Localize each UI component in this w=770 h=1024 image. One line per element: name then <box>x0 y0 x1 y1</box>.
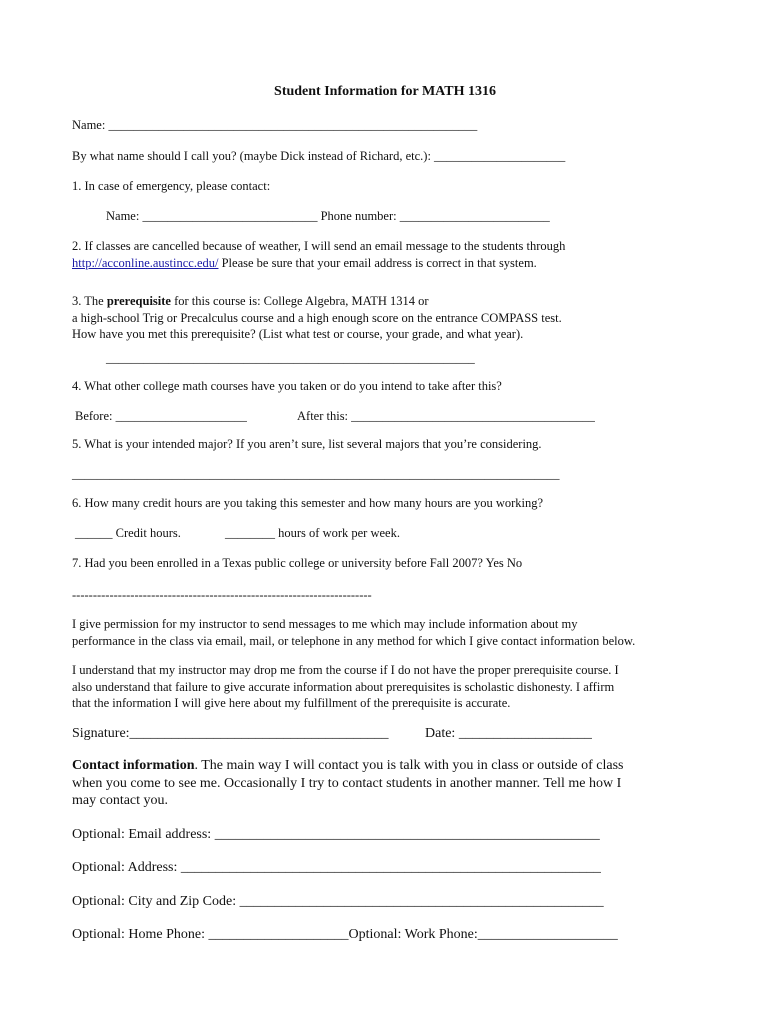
prerequisite-answer-line: ___________________________________________________________ <box>106 351 475 365</box>
weather-notice-rest: Please be sure that your email address is correct in that system. <box>218 256 537 270</box>
courses-before-line: Before: _____________________ <box>75 409 247 423</box>
math-courses-question: 4. What other college math courses have you taken or do you intend to take after this? <box>72 379 502 393</box>
contact-info-rest: . The main way I will contact you is talk with you in class or outside of class <box>194 758 624 773</box>
name-line: Name: ___________________________________________________________ <box>72 118 478 132</box>
permission-line2: performance in the class via email, mail, or telephone in any method for which I give contact information below. <box>72 634 636 648</box>
prerequisite-line3: How have you met this prerequisite? (List what test or course, your grade, and what year). <box>72 327 524 341</box>
texas-enrollment-question: 7. Had you been enrolled in a Texas public college or university before Fall 2007? Yes No <box>72 556 523 570</box>
signature-line: Signature:_____________________________________ <box>72 726 389 741</box>
credit-hours-line: ______ Credit hours. <box>75 526 181 540</box>
divider-line: ------------------------------------------------------------------------ <box>72 588 372 602</box>
optional-city-zip-line: Optional: City and Zip Code: ____________________________________________________ <box>72 894 604 909</box>
major-answer-line: ______________________________________________________________________________ <box>72 467 560 481</box>
understand-line1: I understand that my instructor may drop me from the course if I do not have the proper prerequisite course. I <box>72 663 619 677</box>
understand-line3: that the information I will give here about my fulfillment of the prerequisite is accurate. <box>72 696 511 710</box>
acconline-link[interactable]: http://acconline.austincc.edu/ <box>72 256 219 270</box>
weather-notice-line2 <box>72 255 537 272</box>
major-question: 5. What is your intended major? If you aren’t sure, list several majors that you’re considering. <box>72 437 542 451</box>
contact-info-line2: when you come to see me. Occasionally I try to contact students in another manner. Tell me how I <box>72 776 622 791</box>
prerequisite-line1 <box>72 293 429 310</box>
optional-phones-line: Optional: Home Phone: ____________________Optional: Work Phone:____________________ <box>72 927 618 942</box>
optional-address-line: Optional: Address: ____________________________________________________________ <box>72 860 601 875</box>
optional-email-line: Optional: Email address: _______________________________________________________ <box>72 827 600 842</box>
emergency-heading: 1. In case of emergency, please contact: <box>72 179 271 193</box>
prerequisite-line2: a high-school Trig or Precalculus course and a high enough score on the entrance COMPASS test. <box>72 311 562 325</box>
contact-info-heading: Contact information <box>72 758 195 773</box>
prerequisite-bold: prerequisite <box>106 294 171 308</box>
contact-info-line1 <box>72 757 624 775</box>
prerequisite-rest: for this course is: College Algebra, MATH 1314 or <box>170 294 429 308</box>
hours-question: 6. How many credit hours are you taking this semester and how many hours are you working? <box>72 496 544 510</box>
courses-after-line: After this: _______________________________________ <box>297 409 595 423</box>
contact-info-line3: may contact you. <box>72 793 169 808</box>
emergency-contact-line: Name: ____________________________ Phone number: ________________________ <box>106 209 550 223</box>
weather-notice-line1: 2. If classes are cancelled because of weather, I will send an email message to the students through <box>72 239 566 253</box>
prerequisite-prefix: 3. The <box>72 294 107 308</box>
work-hours-line: ________ hours of work per week. <box>225 526 400 540</box>
preferred-name-line: By what name should I call you? (maybe Dick instead of Richard, etc.): _____________________ <box>72 149 566 163</box>
permission-line1: I give permission for my instructor to send messages to me which may include information about my <box>72 617 578 631</box>
understand-line2: also understand that failure to give accurate information about prerequisites is scholastic dishonesty. I affirm <box>72 680 615 694</box>
page-title: Student Information for MATH 1316 <box>274 84 496 99</box>
date-line: Date: ___________________ <box>425 726 592 741</box>
